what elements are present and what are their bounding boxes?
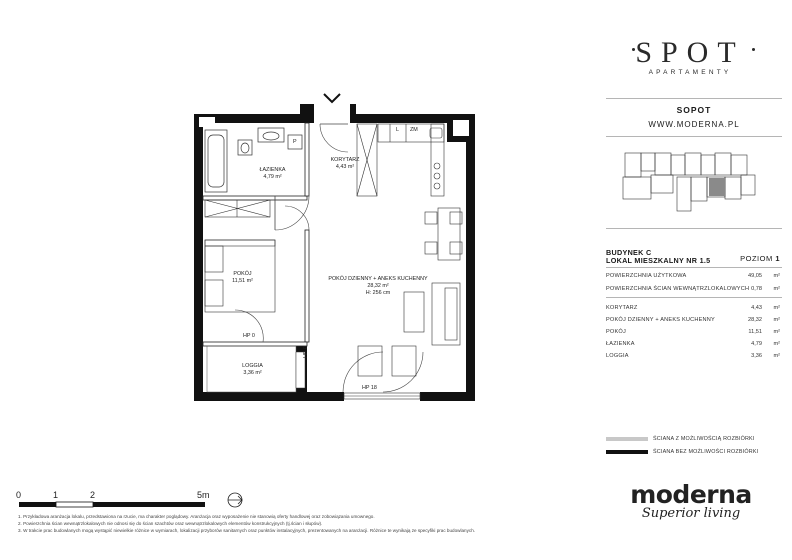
tag-p: P — [293, 139, 297, 145]
living-label — [318, 276, 438, 297]
level-label — [700, 254, 780, 263]
room-row-value: 4,79 — [751, 341, 762, 347]
divider — [606, 136, 782, 137]
room-name: POKÓJ — [233, 271, 252, 277]
room-row-unit: m² — [773, 329, 780, 335]
living-area: 28,32 m² — [367, 283, 389, 289]
legend-swatch-structural — [606, 450, 648, 454]
building-label: BUDYNEK C — [606, 248, 652, 257]
legend-label-removable: ŚCIANA Z MOŻLIWOŚCIĄ ROZBIÓRKI — [653, 436, 755, 442]
dining-set — [425, 208, 462, 260]
room-row-value: 3,36 — [751, 353, 762, 359]
room-row-unit: m² — [773, 341, 780, 347]
footnotes — [18, 513, 598, 535]
divider — [606, 98, 782, 99]
tag-hp0-bedroom: HP 0 — [243, 333, 255, 339]
room-row-unit: m² — [773, 305, 780, 311]
windows — [344, 393, 420, 399]
divider — [606, 228, 782, 229]
summary-value: 49,05 — [748, 273, 762, 279]
room-row — [606, 317, 780, 327]
corridor-name: KORYTARZ — [330, 157, 360, 163]
living-height: H: 256 cm — [365, 290, 391, 296]
bathroom-area: 4,79 m² — [263, 174, 282, 180]
scale-mark: 1 — [53, 490, 59, 500]
wardrobe — [205, 200, 270, 217]
level-name: POZIOM — [740, 254, 773, 263]
room-row — [606, 305, 780, 315]
legend-label-structural: ŚCIANA BEZ MOŻLIWOŚCI ROZBIÓRKI — [653, 449, 759, 455]
level-value: 1 — [775, 254, 780, 263]
tag-zm: ZM — [410, 127, 418, 133]
loggia-area: 3,36 m² — [243, 370, 262, 376]
armchairs — [358, 346, 416, 376]
room-row — [606, 329, 780, 339]
scale-mark: 5m — [197, 490, 210, 500]
divider — [606, 267, 782, 268]
bathroom-name: ŁAZIENKA — [259, 167, 286, 173]
summary-unit: m² — [773, 286, 780, 292]
summary-label: POWIERZCHNIA UŻYTKOWA — [606, 273, 687, 279]
logo-subtitle: APARTAMENTY — [648, 69, 732, 76]
website: WWW.MODERNA.PL — [648, 120, 740, 129]
bathroom-fixtures — [205, 128, 302, 192]
divider — [606, 297, 782, 298]
tag-hp18: HP 18 — [362, 385, 377, 391]
entrance-arrow-icon — [324, 94, 340, 102]
north-arrow-icon — [226, 491, 244, 509]
loggia-name: LOGGIA — [242, 363, 263, 369]
city: SOPOT — [676, 105, 712, 115]
legend-swatch-removable — [606, 437, 648, 441]
summary-row — [606, 273, 780, 283]
room-row — [606, 353, 780, 363]
summary-row — [606, 286, 780, 296]
room-row-label: ŁAZIENKA — [606, 341, 635, 347]
corridor-area: 4,43 m² — [335, 164, 355, 170]
loggia-label — [230, 363, 275, 377]
room-row-value: 11,51 — [748, 329, 762, 335]
apartment-label: LOKAL MIESZKALNY NR 1.5 — [606, 256, 711, 265]
room-row-label: LOGGIA — [606, 353, 629, 359]
corridor-label — [322, 157, 368, 171]
tag-hp0-loggia: HP 0 — [303, 346, 309, 358]
brand-logo: moderna — [630, 480, 752, 509]
room-area: 11,51 m² — [232, 278, 253, 284]
footnote: 2. Powierzchnia ścian wewnątrzlokalowych nie odnosi się do ścian szachtów oraz wewnątrzlokalowych elementów konstrukcyjnych (tj.ścian i słupów). — [18, 521, 323, 527]
brand-tagline: Superior living — [641, 506, 741, 521]
room-label — [220, 271, 265, 285]
room-row-value: 28,32 — [748, 317, 762, 323]
footnote: 1. Przykładowa aranżacja lokalu, przedstawiona na rzucie, ma charakter poglądowy. Aranżacja oraz wyposażenie nie stanowią oferty handlowej oraz zobowiązania umownego. — [18, 514, 375, 519]
scale-bar — [18, 500, 233, 510]
room-row-label: KORYTARZ — [606, 305, 638, 311]
room-row-label: POKÓJ DZIENNY + ANEKS KUCHENNY — [606, 317, 715, 323]
logo-spot: SPOT — [635, 36, 745, 69]
summary-unit: m² — [773, 273, 780, 279]
scale-mark: 0 — [16, 490, 22, 500]
shaft-opening — [453, 120, 469, 136]
tag-l: L — [396, 127, 399, 133]
unit-highlight — [709, 178, 725, 196]
summary-value: 0,78 — [751, 286, 762, 292]
room-row-value: 4,43 — [751, 305, 762, 311]
summary-label: POWIERZCHNIA ŚCIAN WEWNĄTRZLOKALOWYCH — [606, 286, 750, 292]
room-row-unit: m² — [773, 317, 780, 323]
footnote: 3. W trakcie prac budowlanych mogą wystąpić niewielkie różnice w wymiarach, lokalizacji przyborów sanitarnych oraz punktów instalacyjnych, prezentowanych na aranżacji. Różnice te wynikają ze specyfiki prac budowlanych. — [18, 528, 476, 534]
room-row — [606, 341, 780, 351]
bathroom-label — [250, 167, 295, 181]
living-name: POKÓJ DZIENNY + ANEKS KUCHENNY — [328, 276, 428, 282]
room-row-unit: m² — [773, 353, 780, 359]
partition-walls — [203, 123, 309, 346]
site-key-plan — [615, 147, 765, 217]
scale-mark: 2 — [90, 490, 96, 500]
kitchen-counter — [378, 124, 444, 196]
room-row-label: POKÓJ — [606, 329, 626, 335]
